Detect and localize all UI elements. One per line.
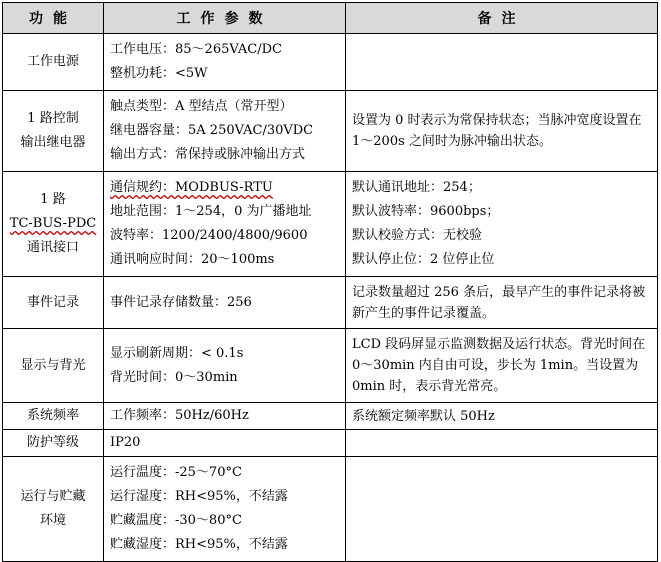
note-text: LCD 段码屏显示监测数据及运行状态。背光时间在 0～30min 内自由可设，步长为 1min。当设置为 0min 时，表示背光常亮。: [352, 337, 646, 394]
table-row: [3, 172, 658, 277]
param-line: 背光时间：0～30min: [110, 369, 238, 385]
row-notes: [346, 277, 658, 329]
function-line: 环境: [39, 513, 66, 528]
param-line: 通讯响应时间：20～100ms: [110, 252, 275, 267]
note-text: 记录数量超过 256 条后，最早产生的事件记录将被新产生的事件记录覆盖。: [352, 284, 646, 321]
row-notes: [346, 34, 658, 91]
note-line: 默认波特率：9600bps；: [352, 204, 500, 219]
param-line: 事件记录存储数量：256: [110, 294, 252, 310]
function-line: 显示与背光: [20, 357, 86, 373]
row-notes: [346, 430, 658, 457]
function-line: 通讯接口: [26, 240, 79, 255]
note-line: 默认通讯地址：254；: [352, 180, 481, 195]
row-function: [3, 403, 104, 430]
note-text: 设置为 0 时表示为常保持状态；当脉冲宽度设置在 1～200s 之间时为脉冲输出状态。: [352, 113, 642, 149]
header-parameters: 工作参数: [104, 3, 346, 34]
table-row: [3, 91, 658, 172]
function-line: 1 路控制: [27, 111, 79, 126]
row-parameters: [104, 34, 346, 91]
header-row: [3, 3, 658, 34]
row-parameters: [104, 91, 346, 172]
row-parameters: [104, 403, 346, 430]
row-notes: [346, 403, 658, 430]
header-notes: 备注: [346, 3, 658, 34]
function-line: 系统频率: [26, 408, 79, 423]
row-parameters: [104, 277, 346, 329]
row-function: [3, 457, 104, 562]
spec-table: [2, 2, 658, 562]
function-line: 事件记录: [26, 294, 79, 310]
param-line: 触点类型：A 型结点（常开型）: [110, 99, 293, 114]
row-function: [3, 430, 104, 457]
note-line: 默认校验方式：无校验: [352, 228, 483, 243]
param-line: 地址范围：1～254，0 为广播地址: [110, 204, 312, 219]
function-line: 输出继电器: [20, 135, 86, 150]
note-text: 系统额定频率默认 50Hz: [352, 408, 495, 424]
function-line: 防护等级: [26, 435, 79, 450]
param-line: 输出方式：常保持或脉冲输出方式: [110, 147, 306, 162]
row-notes: [346, 91, 658, 172]
table-row: [3, 430, 658, 457]
param-line: 贮藏湿度：RH<95%，不结露: [110, 537, 288, 552]
table-row: [3, 329, 658, 403]
function-line: 运行与贮藏: [20, 489, 86, 504]
row-parameters: [104, 172, 346, 277]
param-line: 整机功耗：<5W: [110, 66, 208, 81]
row-parameters: [104, 457, 346, 562]
row-notes: [346, 329, 658, 403]
row-parameters: [104, 329, 346, 403]
param-line: 波特率：1200/2400/4800/9600: [110, 228, 308, 243]
row-function: [3, 277, 104, 329]
function-line: 1 路: [40, 192, 66, 207]
row-function: [3, 91, 104, 172]
row-notes: [346, 172, 658, 277]
note-line: 默认停止位：2 位停止位: [352, 252, 495, 267]
param-line: 显示刷新周期：< 0.1s: [110, 345, 244, 361]
row-function: [3, 329, 104, 403]
param-line: 通信规约：MODBUS-RTU: [110, 180, 273, 195]
param-line: 运行湿度：RH<95%，不结露: [110, 489, 288, 504]
function-line: 工作电源: [26, 54, 79, 69]
param-line: 贮藏温度：-30～80°C: [110, 513, 242, 528]
table-row: [3, 403, 658, 430]
table-row: [3, 34, 658, 91]
param-line: 工作频率：50Hz/60Hz: [110, 408, 249, 423]
param-line: 运行温度：-25～70°C: [110, 465, 242, 480]
function-line: TC-BUS-PDC: [9, 216, 97, 231]
row-notes: [346, 457, 658, 562]
row-function: [3, 34, 104, 91]
row-parameters: [104, 430, 346, 457]
table-row: [3, 277, 658, 329]
table-row: [3, 457, 658, 562]
param-line: IP20: [110, 435, 141, 450]
header-function: 功能: [3, 3, 104, 34]
row-function: [3, 172, 104, 277]
param-line: 工作电压：85～265VAC/DC: [110, 42, 282, 57]
param-line: 继电器容量：5A 250VAC/30VDC: [110, 123, 314, 138]
